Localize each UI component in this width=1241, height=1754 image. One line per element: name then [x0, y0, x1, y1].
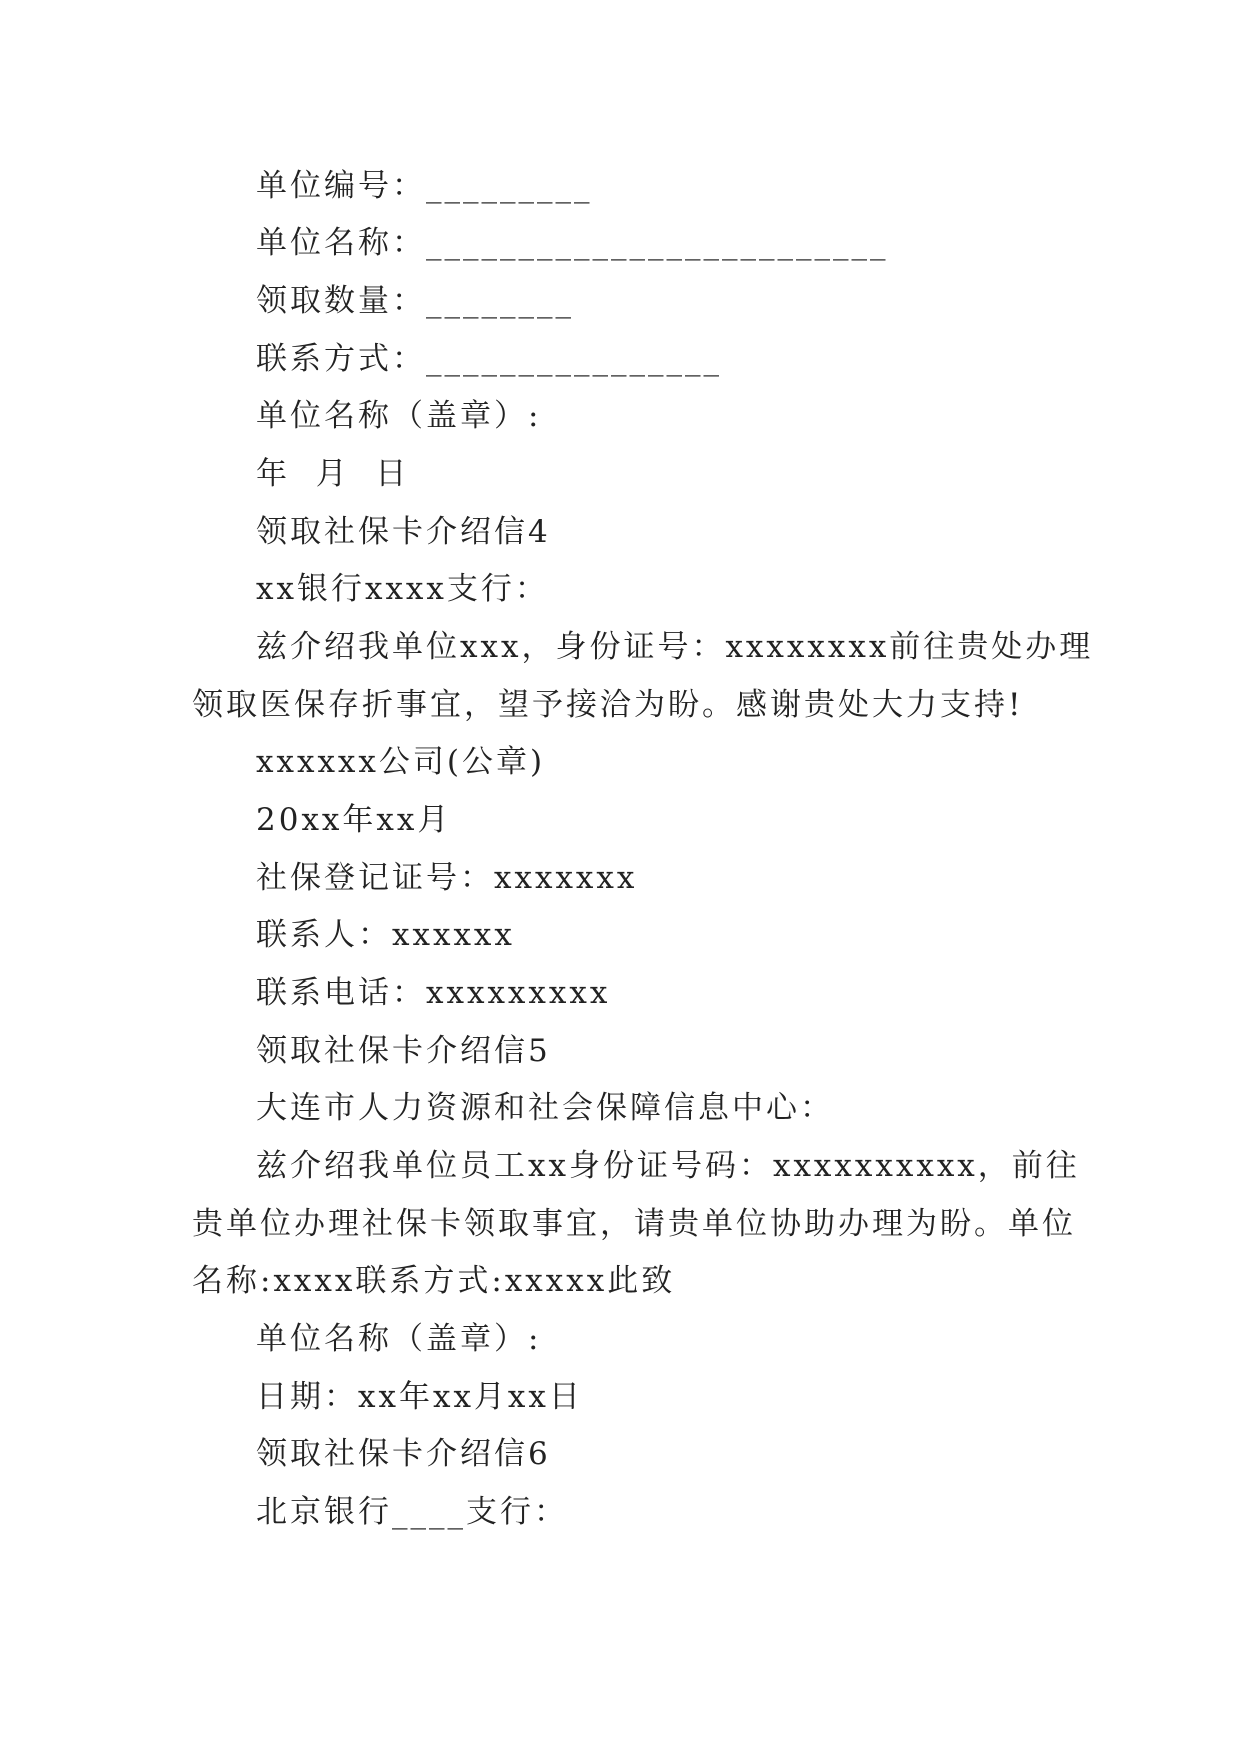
- letter-4-date: 20xx年xx月: [256, 802, 452, 838]
- letter-5-body-2: 贵单位办理社保卡领取事宜，请贵单位协助办理为盼。单位: [192, 1206, 1076, 1242]
- letter-6-title: 领取社保卡介绍信6: [256, 1436, 551, 1472]
- unit-name-line: 单位名称：_________________________: [256, 225, 889, 261]
- letter-5-addressee: 大连市人力资源和社会保障信息中心：: [256, 1090, 834, 1126]
- letter-6-addressee: 北京银行____支行：: [256, 1494, 568, 1530]
- letter-5-body-1: 兹介绍我单位员工xx身份证号码：xxxxxxxxxx，前往: [256, 1148, 1080, 1184]
- letter-5-body-3: 名称:xxxx联系方式:xxxxx此致: [192, 1263, 676, 1299]
- unit-number-line: 单位编号：_________: [256, 168, 593, 204]
- contact-person-line: 联系人：xxxxxx: [256, 917, 515, 953]
- contact-phone-line: 联系电话：xxxxxxxxx: [256, 975, 611, 1011]
- letter-5-date-line: 日期：xx年xx月xx日: [256, 1379, 583, 1415]
- unit-seal-line: 单位名称（盖章）:: [256, 398, 542, 434]
- date-line: 年 月 日: [256, 456, 410, 492]
- letter-4-company: xxxxxx公司(公章): [256, 744, 546, 780]
- letter-4-addressee: xx银行xxxx支行：: [256, 571, 549, 607]
- quantity-line: 领取数量：________: [256, 283, 574, 319]
- registration-number-line: 社保登记证号：xxxxxxx: [256, 860, 638, 896]
- letter-4-body-2: 领取医保存折事宜，望予接洽为盼。感谢贵处大力支持!: [192, 687, 1024, 723]
- letter-4-body-1: 兹介绍我单位xxx，身份证号：xxxxxxxx前往贵处办理: [256, 629, 1094, 665]
- letter-4-title: 领取社保卡介绍信4: [256, 514, 551, 550]
- letter-5-title: 领取社保卡介绍信5: [256, 1033, 551, 1069]
- letter-5-seal-line: 单位名称（盖章）:: [256, 1321, 542, 1357]
- contact-method-line: 联系方式：________________: [256, 341, 722, 377]
